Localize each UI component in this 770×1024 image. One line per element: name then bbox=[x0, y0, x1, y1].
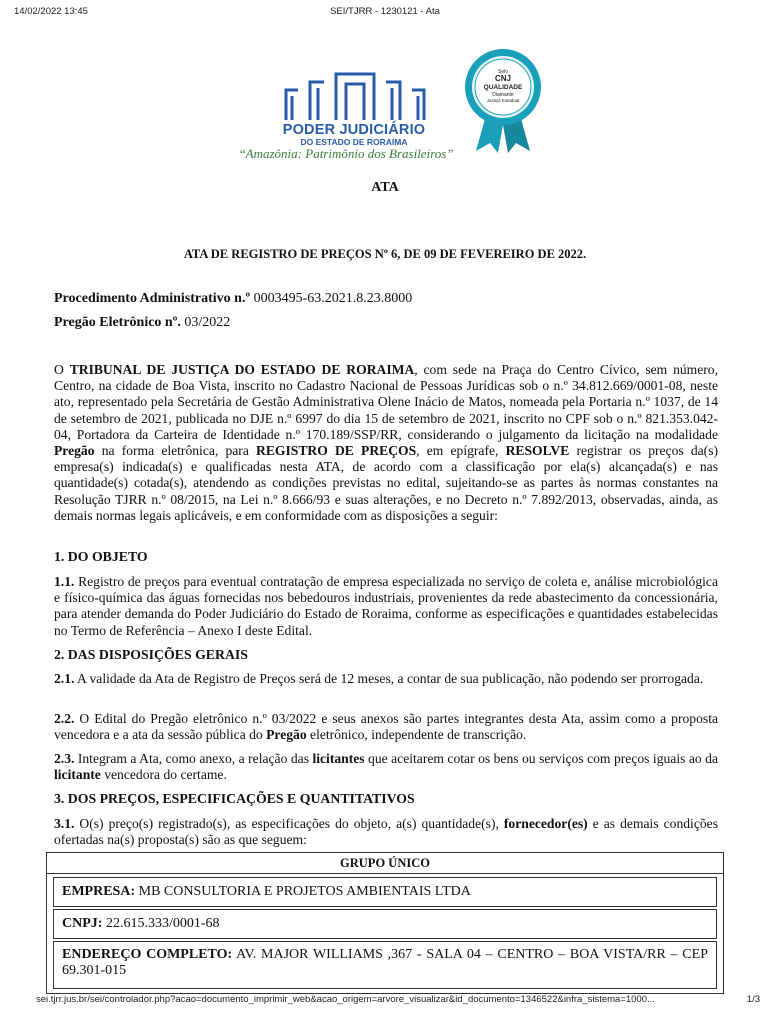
document-title: ATA bbox=[371, 180, 399, 195]
clause-1-1-text: Registro de preços para eventual contratação de empresa especializada no serviço de coleta e, análise microbiológica e físico-química das águas fornecidas nos bebedouros industriais, provenientes da rede abastecimento da concessionária, para atender demanda do Poder Judiciário do Estado de Roraima, conforme as especificações e quantidades estabelecidas no Termo de Referência – Anexo I deste Edital. bbox=[54, 574, 718, 638]
court-building-icon bbox=[280, 68, 430, 122]
intro-bold-resolve: RESOLVE bbox=[505, 443, 570, 459]
group-table bbox=[46, 852, 724, 994]
clause-2-3 bbox=[54, 751, 718, 783]
clause-3-1-number: 3.1. bbox=[54, 816, 75, 831]
clause-2-3-text-b: que aceitarem cotar os bens ou serviços com preços iguais ao da bbox=[364, 751, 718, 766]
clause-3-1-bold: fornecedor(es) bbox=[503, 816, 588, 831]
clause-2-1-text: A validade da Ata de Registro de Preços será de 12 meses, a contar de sua publicação, não podendo ser prorrogada. bbox=[74, 671, 704, 686]
logo-text-line1: PODER JUDICIÁRIO bbox=[282, 122, 426, 138]
print-footer bbox=[0, 994, 770, 1008]
procedimento-label: Procedimento Administrativo n.º bbox=[54, 291, 251, 306]
document-subtitle: ATA DE REGISTRO DE PREÇOS Nº 6, DE 09 DE FEVEREIRO DE 2022. bbox=[183, 247, 587, 261]
clause-3-1 bbox=[54, 816, 718, 848]
print-page-number: 1/3 bbox=[746, 994, 760, 1005]
intro-bold-court: TRIBUNAL DE JUSTIÇA DO ESTADO DE RORAIMA bbox=[69, 362, 415, 377]
seal-line2: CNJ bbox=[494, 74, 512, 83]
pregao-line bbox=[54, 315, 230, 331]
intro-text-1: O bbox=[54, 362, 70, 377]
clause-2-1 bbox=[54, 671, 718, 687]
print-title: SEI/TJRR - 1230121 - Ata bbox=[330, 6, 440, 17]
section-1-heading: 1. DO OBJETO bbox=[54, 549, 148, 564]
procedimento-line bbox=[54, 291, 412, 307]
section-3-heading: 3. DOS PREÇOS, ESPECIFICAÇÕES E QUANTITATIVOS bbox=[54, 791, 415, 806]
intro-paragraph bbox=[54, 362, 718, 524]
quality-seal-icon bbox=[458, 45, 548, 155]
intro-text-2: , com sede na Praça do Centro Cívico, sem número, Centro, na cidade de Boa Vista, inscrito no Cadastro Nacional de Pessoas Jurídicas sob o n.º 34.812.669/0001-08, neste ato, representado pela Secretária de Gestão Administrativa Olene Inácio de Matos, nomeada pela Portaria n.º 1037, de 14 de setembro de 2021, publicada no DJE n.º 6997 do dia 15 de setembro de 2021, inscrito no CPF sob o n.º 821.353.042-04, Portadora da Carteira de Identidade n.º 170.189/SSP/RR, considerando o julgamento da licitação na modalidade bbox=[54, 362, 719, 442]
clause-2-3-bold-b: licitante bbox=[54, 767, 101, 783]
clause-3-1-text-a: O(s) preço(s) registrado(s), as especificações do objeto, a(s) quantidade(s), bbox=[74, 816, 504, 831]
clause-2-3-number: 2.3. bbox=[54, 751, 75, 766]
endereco-row bbox=[53, 941, 717, 989]
endereco-value: AV. MAJOR WILLIAMS ,367 - SALA 04 – CENTRO – BOA VISTA/RR – CEP 69.301-015 bbox=[62, 947, 708, 978]
clause-2-2-text-b: eletrônico, independente de transcrição. bbox=[306, 727, 527, 743]
section-2-heading: 2. DAS DISPOSIÇÕES GERAIS bbox=[54, 647, 248, 662]
logo-motto: “Amazônia: Patrimônio dos Brasileiros” bbox=[238, 146, 454, 161]
seal-line3: QUALIDADE bbox=[483, 84, 523, 91]
intro-text-5: registrar os preços da(s) empresa(s) indicada(s) e qualificadas nesta ATA, de acordo com a classificação por ela(s) alcançada(s) e nas quantidade(s) cotada(s), atendendo as condições previstas no edital, sujeitando-se as partes às normas constantes na Resolução TJRR n.º 08/2015, na Lei n.º 8.666/93 e suas alterações, e no Decreto n.º 7.892/2013, observadas, ainda, as demais normas legais aplicáveis, e em conformidade com as disposições a seguir: bbox=[54, 443, 719, 523]
group-table-header: GRUPO ÚNICO bbox=[47, 853, 723, 874]
clause-2-3-text-c: vencedora do certame. bbox=[100, 767, 227, 783]
intro-bold-pregao: Pregão bbox=[54, 443, 95, 459]
empresa-value: MB CONSULTORIA E PROJETOS AMBIENTAIS LTDA bbox=[135, 884, 471, 899]
clause-3-1-text-b: e as demais condições ofertadas na(s) proposta(s) são as que seguem: bbox=[54, 816, 718, 848]
clause-1-1 bbox=[54, 574, 718, 639]
print-timestamp: 14/02/2022 13:45 bbox=[14, 6, 88, 17]
procedimento-value: 0003495-63.2021.8.23.8000 bbox=[250, 291, 413, 306]
clause-2-2-bold: Pregão bbox=[266, 727, 307, 743]
empresa-label: EMPRESA: bbox=[62, 884, 136, 899]
clause-2-3-text-a: Integram a Ata, como anexo, a relação das bbox=[74, 751, 313, 766]
clause-2-3-bold-a: licitantes bbox=[312, 751, 365, 766]
print-url: sei.tjrr.jus.br/sei/controlador.php?acao=documento_imprimir_web&acao_origem=arvore_visualizar&id_documento=1346522&infra_sistema=1000... bbox=[36, 994, 655, 1005]
clause-1-1-number: 1.1. bbox=[54, 574, 75, 589]
intro-text-4: , em epígrafe, bbox=[416, 443, 506, 459]
clause-2-2 bbox=[54, 711, 718, 743]
clause-2-2-number: 2.2. bbox=[54, 711, 75, 726]
pregao-label: Pregão Eletrônico nº. bbox=[54, 315, 181, 330]
seal-line5: Justiça Estadual bbox=[486, 98, 520, 103]
clause-2-1-number: 2.1. bbox=[54, 671, 75, 686]
empresa-row bbox=[53, 877, 717, 907]
intro-bold-registro: REGISTRO DE PREÇOS bbox=[256, 443, 417, 459]
endereco-label: ENDEREÇO COMPLETO: bbox=[62, 947, 233, 962]
clause-2-2-text-a: O Edital do Pregão eletrônico n.º 03/2022 e seus anexos são partes integrantes desta Ata, assim como a proposta vencedora e a ata da sessão pública do bbox=[54, 711, 718, 743]
cnpj-row bbox=[53, 909, 717, 939]
logo-text-line2: DO ESTADO DE RORAIMA bbox=[300, 137, 408, 147]
pregao-value: 03/2022 bbox=[180, 315, 231, 330]
seal-line4: Diamante bbox=[492, 92, 514, 98]
print-header bbox=[0, 6, 770, 20]
intro-text-3: na forma eletrônica, para bbox=[94, 443, 257, 459]
cnpj-label: CNPJ: bbox=[62, 916, 103, 931]
cnpj-value: 22.615.333/0001-68 bbox=[102, 916, 220, 931]
seal-line1: Selo bbox=[497, 69, 509, 75]
